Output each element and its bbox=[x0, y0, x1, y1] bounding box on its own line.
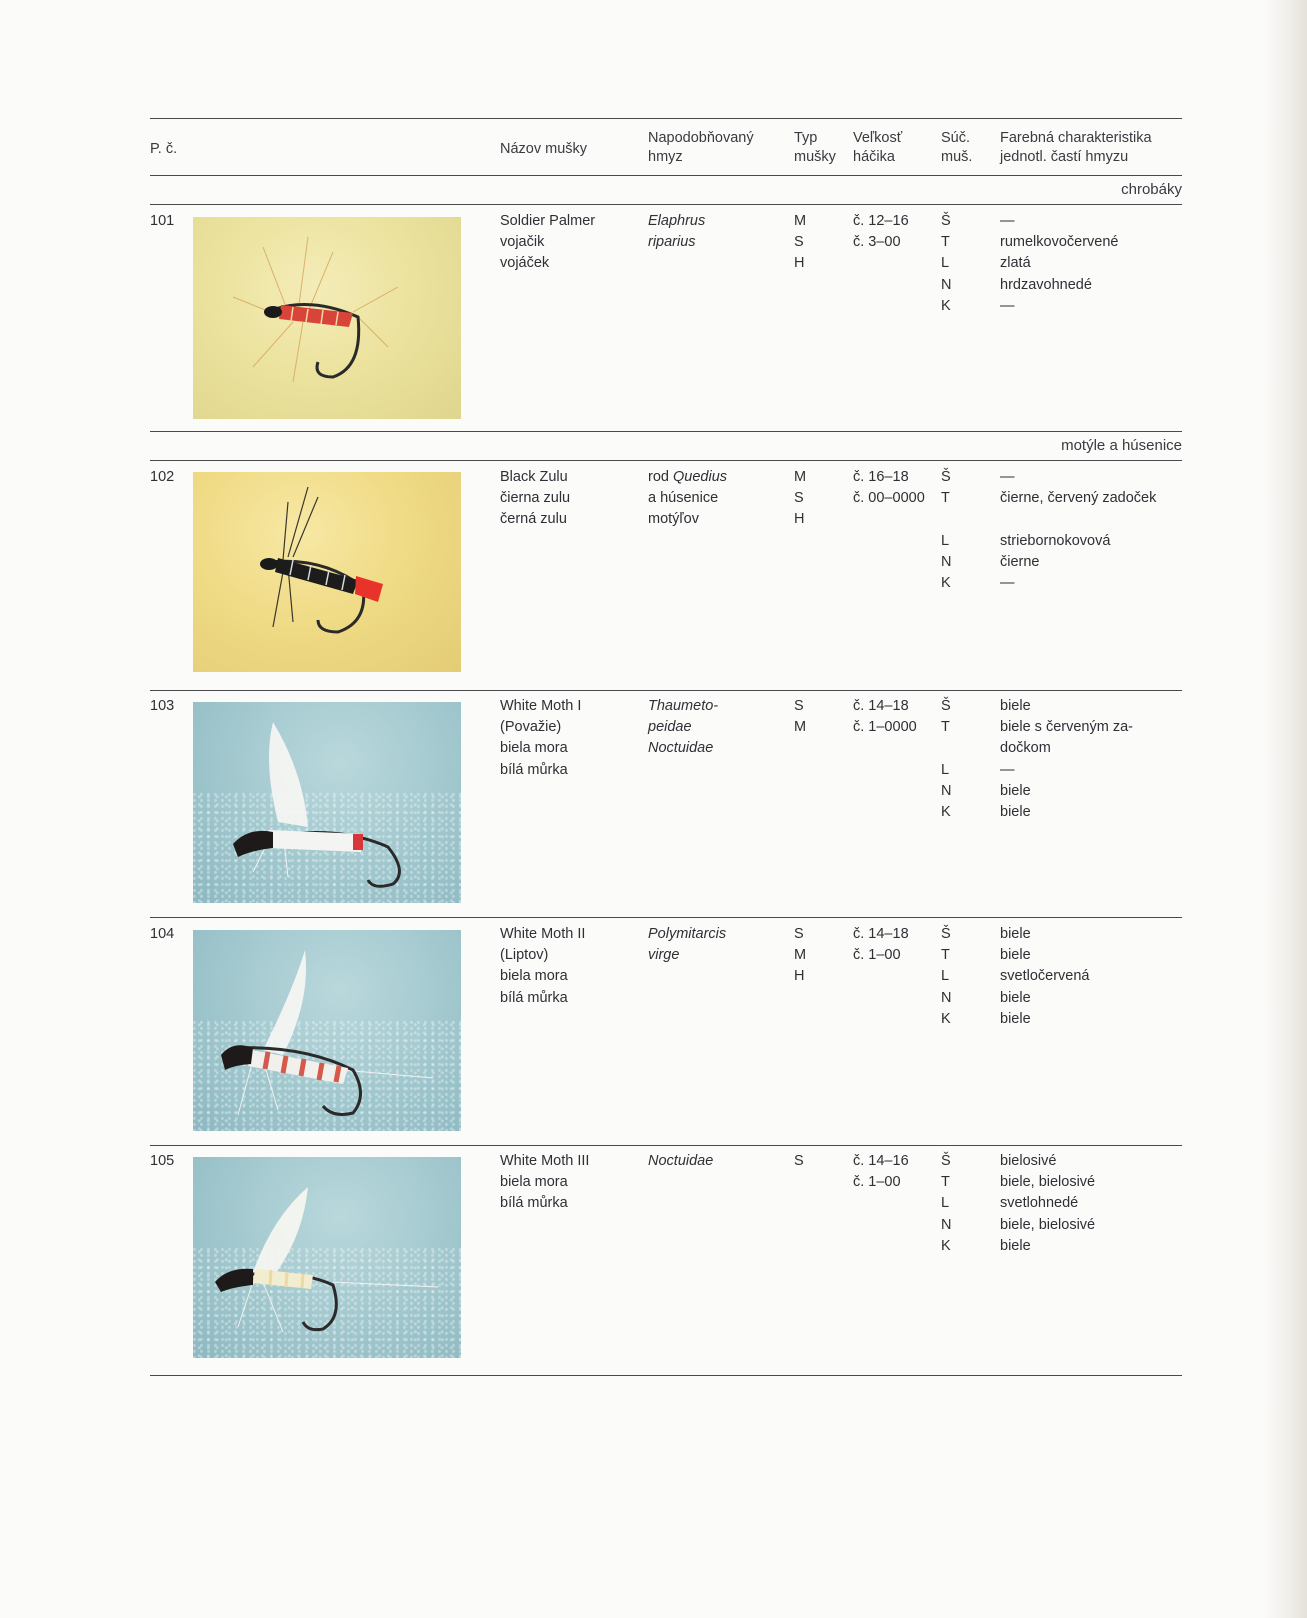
row-rule-102 bbox=[150, 460, 1182, 461]
insect-105: Noctuidae bbox=[648, 1153, 714, 1169]
insect-102: rod Quedius a húsenice motýľov bbox=[648, 469, 728, 528]
header-bottom-rule bbox=[150, 175, 1182, 176]
top-rule bbox=[150, 118, 1182, 119]
parts-104: Š T L N K bbox=[941, 926, 952, 1027]
fly-names-101: Soldier Palmer vojačik vojáček bbox=[500, 213, 596, 272]
insect-103: Thaumeto- peidae Noctuidae bbox=[648, 698, 719, 757]
row-number: 102 bbox=[150, 469, 175, 485]
colors-104: biele biele svetločervená biele biele bbox=[1000, 926, 1090, 1027]
colors-101: — rumelkovočervené zlatá hrdzavohnedé — bbox=[1000, 213, 1119, 314]
header-size: Veľkosť háčika bbox=[853, 130, 903, 165]
types-104: S M H bbox=[794, 926, 807, 985]
types-103: S M bbox=[794, 698, 807, 736]
colors-102: — čierne, červený zadoček striebornokovová čierne — bbox=[1000, 469, 1157, 591]
row-rule-101 bbox=[150, 204, 1182, 205]
fly-photo-105 bbox=[193, 1157, 461, 1358]
row-number: 101 bbox=[150, 213, 175, 229]
types-105: S bbox=[794, 1153, 804, 1169]
row-number: 103 bbox=[150, 698, 175, 714]
insect-101: Elaphrus riparius bbox=[648, 213, 706, 251]
parts-102: Š T L N K bbox=[941, 469, 952, 591]
types-101: M S H bbox=[794, 213, 807, 272]
parts-101: Š T L N K bbox=[941, 213, 952, 314]
fly-photo-103 bbox=[193, 702, 461, 903]
header-no: P. č. bbox=[150, 141, 178, 157]
header-type: Typ mušky bbox=[794, 130, 836, 165]
category-beetles: chrobáky bbox=[1121, 181, 1182, 198]
types-102: M S H bbox=[794, 469, 807, 528]
sizes-101: č. 12–16 č. 3–00 bbox=[853, 213, 909, 251]
fly-names-103: White Moth I (Považie) biela mora bílá můrka bbox=[500, 698, 582, 778]
colors-103: biele biele s červeným za- dočkom — biele biele bbox=[1000, 698, 1133, 820]
row-number: 105 bbox=[150, 1153, 175, 1169]
colors-105: bielosivé biele, bielosivé svetlohnedé biele, bielosivé biele bbox=[1000, 1153, 1096, 1254]
fly-names-104: White Moth II (Liptov) biela mora bílá můrka bbox=[500, 926, 586, 1006]
row-rule-104 bbox=[150, 917, 1182, 918]
parts-103: Š T L N K bbox=[941, 698, 952, 820]
insect-104: Polymitarcis virge bbox=[648, 926, 727, 964]
header-name: Názov mušky bbox=[500, 141, 588, 157]
sizes-103: č. 14–18 č. 1–0000 bbox=[853, 698, 917, 736]
sizes-102: č. 16–18 č. 00–0000 bbox=[853, 469, 925, 507]
category-moths: motýle a húsenice bbox=[1061, 437, 1182, 454]
bottom-rule bbox=[150, 1375, 1182, 1376]
category-rule-moths bbox=[150, 431, 1182, 432]
fly-photo-102 bbox=[193, 472, 461, 672]
header-color: Farebná charakteristika jednotl. častí hmyzu bbox=[1000, 130, 1152, 165]
row-rule-103 bbox=[150, 690, 1182, 691]
row-number: 104 bbox=[150, 926, 175, 942]
header-part: Súč. muš. bbox=[941, 130, 973, 165]
header-insect: Napodobňovaný hmyz bbox=[648, 130, 754, 165]
page-edge bbox=[1262, 0, 1307, 1618]
sizes-105: č. 14–16 č. 1–00 bbox=[853, 1153, 909, 1191]
fly-names-102: Black Zulu čierna zulu černá zulu bbox=[500, 469, 571, 528]
row-rule-105 bbox=[150, 1145, 1182, 1146]
sizes-104: č. 14–18 č. 1–00 bbox=[853, 926, 909, 964]
fly-photo-104 bbox=[193, 930, 461, 1131]
fly-names-105: White Moth III biela mora bílá můrka bbox=[500, 1153, 590, 1212]
fly-photo-101 bbox=[193, 217, 461, 419]
parts-105: Š T L N K bbox=[941, 1153, 952, 1254]
